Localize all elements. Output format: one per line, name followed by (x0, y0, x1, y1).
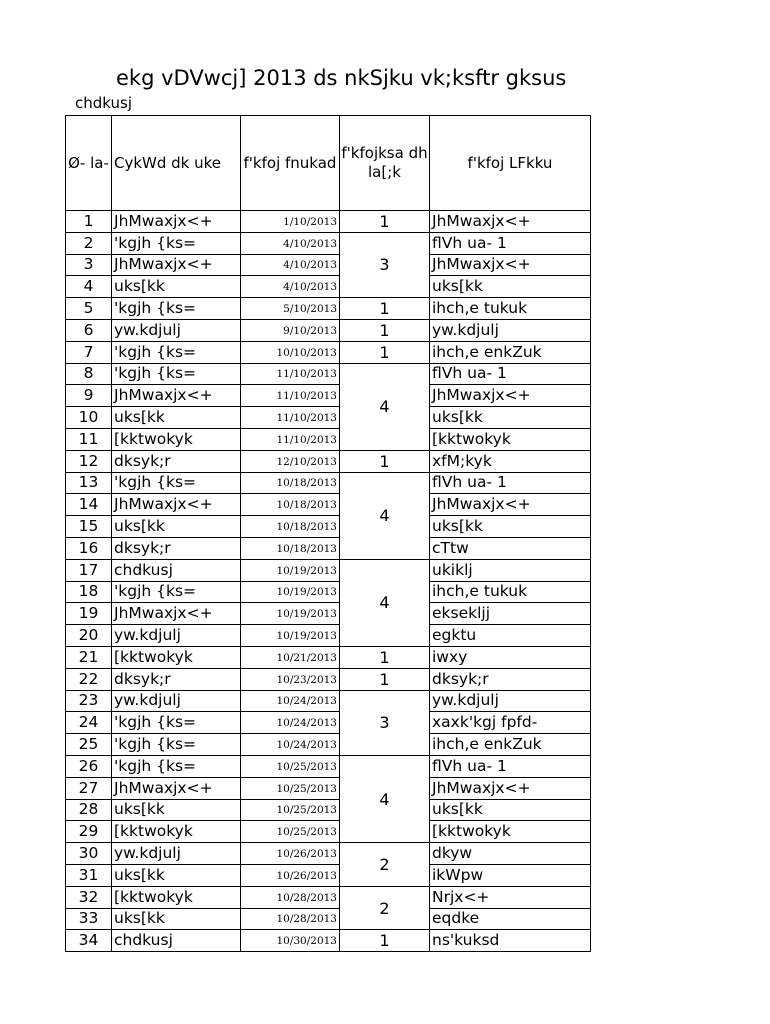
district-label: chdkusj (75, 94, 132, 112)
camp-count-cell: 4 (340, 472, 430, 559)
camp-date-cell: 10/19/2013 (241, 559, 340, 581)
camp-date-cell: 10/24/2013 (241, 690, 340, 712)
camp-location-cell: ihch,e enkZuk (430, 734, 591, 756)
camp-count-cell: 1 (340, 298, 430, 320)
table-row (66, 537, 591, 559)
block-name-cell: JhMwaxjx<+ (112, 603, 241, 625)
camp-date-cell: 10/21/2013 (241, 646, 340, 668)
camp-date-cell: 9/10/2013 (241, 319, 340, 341)
camp-location-cell: dksyk;r (430, 668, 591, 690)
serial-number-cell: 27 (66, 777, 112, 799)
camp-location-cell: uks[kk (430, 276, 591, 298)
table-row (66, 930, 591, 952)
camp-location-cell: eksekljj (430, 603, 591, 625)
table-row (66, 232, 591, 254)
block-name-cell: uks[kk (112, 908, 241, 930)
table-row (66, 799, 591, 821)
camp-date-cell: 11/10/2013 (241, 428, 340, 450)
camp-location-cell: ikWpw (430, 864, 591, 886)
camp-location-cell: xaxk'kgj fpfd- (430, 712, 591, 734)
header-serial-number: Ø- la- (66, 116, 112, 211)
camp-date-cell: 10/30/2013 (241, 930, 340, 952)
camp-location-cell: JhMwaxjx<+ (430, 494, 591, 516)
header-camp-date: f'kfoj fnukad (241, 116, 340, 211)
camp-count-cell: 1 (340, 211, 430, 233)
camp-location-cell: yw.kdjulj (430, 319, 591, 341)
camp-date-cell: 10/25/2013 (241, 755, 340, 777)
camp-location-cell: ns'kuksd (430, 930, 591, 952)
serial-number-cell: 32 (66, 886, 112, 908)
table-row (66, 821, 591, 843)
serial-number-cell: 5 (66, 298, 112, 320)
camp-schedule-table (65, 115, 591, 952)
table-row (66, 407, 591, 429)
camp-date-cell: 11/10/2013 (241, 407, 340, 429)
camp-date-cell: 11/10/2013 (241, 363, 340, 385)
camp-location-cell: flVh ua- 1 (430, 232, 591, 254)
camp-location-cell: ihch,e tukuk (430, 581, 591, 603)
block-name-cell: 'kgjh {ks= (112, 232, 241, 254)
block-name-cell: 'kgjh {ks= (112, 581, 241, 603)
serial-number-cell: 4 (66, 276, 112, 298)
camp-date-cell: 10/24/2013 (241, 712, 340, 734)
camp-location-cell: dkyw (430, 843, 591, 865)
serial-number-cell: 10 (66, 407, 112, 429)
table-row (66, 755, 591, 777)
table-row (66, 211, 591, 233)
block-name-cell: [kktwokyk (112, 821, 241, 843)
table-row (66, 450, 591, 472)
serial-number-cell: 31 (66, 864, 112, 886)
camp-date-cell: 10/26/2013 (241, 864, 340, 886)
block-name-cell: 'kgjh {ks= (112, 755, 241, 777)
camp-date-cell: 10/25/2013 (241, 821, 340, 843)
camp-date-cell: 10/19/2013 (241, 581, 340, 603)
serial-number-cell: 30 (66, 843, 112, 865)
table-body (66, 211, 591, 952)
camp-location-cell: JhMwaxjx<+ (430, 385, 591, 407)
table-row (66, 668, 591, 690)
camp-date-cell: 10/18/2013 (241, 472, 340, 494)
table-row (66, 734, 591, 756)
camp-date-cell: 10/18/2013 (241, 494, 340, 516)
block-name-cell: 'kgjh {ks= (112, 712, 241, 734)
camp-location-cell: cTtw (430, 537, 591, 559)
serial-number-cell: 13 (66, 472, 112, 494)
block-name-cell: yw.kdjulj (112, 843, 241, 865)
block-name-cell: JhMwaxjx<+ (112, 777, 241, 799)
block-name-cell: JhMwaxjx<+ (112, 494, 241, 516)
block-name-cell: yw.kdjulj (112, 625, 241, 647)
block-name-cell: yw.kdjulj (112, 319, 241, 341)
camp-count-cell: 2 (340, 886, 430, 930)
block-name-cell: [kktwokyk (112, 428, 241, 450)
camp-location-cell: flVh ua- 1 (430, 363, 591, 385)
block-name-cell: uks[kk (112, 864, 241, 886)
serial-number-cell: 28 (66, 799, 112, 821)
camp-location-cell: [kktwokyk (430, 821, 591, 843)
serial-number-cell: 9 (66, 385, 112, 407)
serial-number-cell: 1 (66, 211, 112, 233)
camp-location-cell: ukiklj (430, 559, 591, 581)
table-row (66, 385, 591, 407)
serial-number-cell: 21 (66, 646, 112, 668)
camp-date-cell: 11/10/2013 (241, 385, 340, 407)
camp-location-cell: egktu (430, 625, 591, 647)
camp-location-cell: ihch,e tukuk (430, 298, 591, 320)
block-name-cell: uks[kk (112, 516, 241, 538)
serial-number-cell: 7 (66, 341, 112, 363)
serial-number-cell: 12 (66, 450, 112, 472)
table-row (66, 428, 591, 450)
block-name-cell: 'kgjh {ks= (112, 341, 241, 363)
table-row (66, 254, 591, 276)
camp-count-cell: 1 (340, 646, 430, 668)
camp-date-cell: 10/28/2013 (241, 886, 340, 908)
header-camp-location: f'kfoj LFkku (430, 116, 591, 211)
serial-number-cell: 20 (66, 625, 112, 647)
camp-location-cell: JhMwaxjx<+ (430, 211, 591, 233)
camp-date-cell: 10/26/2013 (241, 843, 340, 865)
table-row (66, 603, 591, 625)
serial-number-cell: 16 (66, 537, 112, 559)
serial-number-cell: 29 (66, 821, 112, 843)
block-name-cell: 'kgjh {ks= (112, 363, 241, 385)
camp-date-cell: 1/10/2013 (241, 211, 340, 233)
camp-date-cell: 10/25/2013 (241, 777, 340, 799)
serial-number-cell: 14 (66, 494, 112, 516)
camp-date-cell: 10/10/2013 (241, 341, 340, 363)
camp-location-cell: uks[kk (430, 407, 591, 429)
block-name-cell: JhMwaxjx<+ (112, 211, 241, 233)
table-row (66, 908, 591, 930)
header-block-name: CykWd dk uke (112, 116, 241, 211)
camp-count-cell: 1 (340, 930, 430, 952)
camp-location-cell: flVh ua- 1 (430, 472, 591, 494)
camp-date-cell: 4/10/2013 (241, 254, 340, 276)
table-row (66, 516, 591, 538)
serial-number-cell: 17 (66, 559, 112, 581)
camp-count-cell: 3 (340, 232, 430, 297)
camp-date-cell: 10/19/2013 (241, 625, 340, 647)
table-row (66, 341, 591, 363)
camp-count-cell: 4 (340, 755, 430, 842)
camp-date-cell: 5/10/2013 (241, 298, 340, 320)
camp-date-cell: 12/10/2013 (241, 450, 340, 472)
table-row (66, 581, 591, 603)
table-row (66, 886, 591, 908)
camp-count-cell: 1 (340, 668, 430, 690)
table-header-row (66, 116, 591, 211)
block-name-cell: dksyk;r (112, 537, 241, 559)
camp-count-cell: 1 (340, 450, 430, 472)
serial-number-cell: 25 (66, 734, 112, 756)
serial-number-cell: 18 (66, 581, 112, 603)
table-row (66, 864, 591, 886)
camp-date-cell: 10/18/2013 (241, 537, 340, 559)
camp-location-cell: flVh ua- 1 (430, 755, 591, 777)
table-row (66, 363, 591, 385)
block-name-cell: uks[kk (112, 407, 241, 429)
block-name-cell: dksyk;r (112, 450, 241, 472)
table-row (66, 319, 591, 341)
serial-number-cell: 2 (66, 232, 112, 254)
block-name-cell: uks[kk (112, 276, 241, 298)
serial-number-cell: 6 (66, 319, 112, 341)
camp-count-cell: 1 (340, 319, 430, 341)
table-row (66, 494, 591, 516)
header-camp-count: f'kfojksa dh la[;k (340, 116, 430, 211)
table-row (66, 472, 591, 494)
block-name-cell: yw.kdjulj (112, 690, 241, 712)
camp-location-cell: [kktwokyk (430, 428, 591, 450)
table-row (66, 777, 591, 799)
block-name-cell: 'kgjh {ks= (112, 298, 241, 320)
table-row (66, 712, 591, 734)
camp-count-cell: 4 (340, 559, 430, 646)
block-name-cell: chdkusj (112, 559, 241, 581)
camp-count-cell: 2 (340, 843, 430, 887)
serial-number-cell: 11 (66, 428, 112, 450)
camp-location-cell: Nrjx<+ (430, 886, 591, 908)
camp-date-cell: 10/24/2013 (241, 734, 340, 756)
camp-date-cell: 4/10/2013 (241, 276, 340, 298)
block-name-cell: JhMwaxjx<+ (112, 385, 241, 407)
block-name-cell: [kktwokyk (112, 646, 241, 668)
block-name-cell: uks[kk (112, 799, 241, 821)
camp-location-cell: eqdke (430, 908, 591, 930)
camp-location-cell: yw.kdjulj (430, 690, 591, 712)
camp-count-cell: 1 (340, 341, 430, 363)
serial-number-cell: 22 (66, 668, 112, 690)
camp-location-cell: xfM;kyk (430, 450, 591, 472)
serial-number-cell: 23 (66, 690, 112, 712)
block-name-cell: dksyk;r (112, 668, 241, 690)
table-row (66, 690, 591, 712)
block-name-cell: 'kgjh {ks= (112, 734, 241, 756)
camp-location-cell: uks[kk (430, 799, 591, 821)
serial-number-cell: 34 (66, 930, 112, 952)
serial-number-cell: 26 (66, 755, 112, 777)
serial-number-cell: 8 (66, 363, 112, 385)
camp-date-cell: 10/25/2013 (241, 799, 340, 821)
serial-number-cell: 24 (66, 712, 112, 734)
camp-count-cell: 4 (340, 363, 430, 450)
table-row (66, 276, 591, 298)
camp-location-cell: JhMwaxjx<+ (430, 777, 591, 799)
camp-date-cell: 10/19/2013 (241, 603, 340, 625)
table-row (66, 646, 591, 668)
camp-date-cell: 4/10/2013 (241, 232, 340, 254)
table-row (66, 559, 591, 581)
camp-location-cell: uks[kk (430, 516, 591, 538)
camp-location-cell: ihch,e enkZuk (430, 341, 591, 363)
table-row (66, 843, 591, 865)
serial-number-cell: 19 (66, 603, 112, 625)
camp-date-cell: 10/18/2013 (241, 516, 340, 538)
camp-location-cell: JhMwaxjx<+ (430, 254, 591, 276)
camp-date-cell: 10/28/2013 (241, 908, 340, 930)
table-row (66, 625, 591, 647)
camp-date-cell: 10/23/2013 (241, 668, 340, 690)
serial-number-cell: 15 (66, 516, 112, 538)
block-name-cell: [kktwokyk (112, 886, 241, 908)
page-title: ekg vDVwcj] 2013 ds nkSjku vk;ksftr gksus (116, 66, 567, 90)
block-name-cell: chdkusj (112, 930, 241, 952)
serial-number-cell: 3 (66, 254, 112, 276)
block-name-cell: JhMwaxjx<+ (112, 254, 241, 276)
table-row (66, 298, 591, 320)
camp-count-cell: 3 (340, 690, 430, 755)
serial-number-cell: 33 (66, 908, 112, 930)
block-name-cell: 'kgjh {ks= (112, 472, 241, 494)
camp-location-cell: iwxy (430, 646, 591, 668)
